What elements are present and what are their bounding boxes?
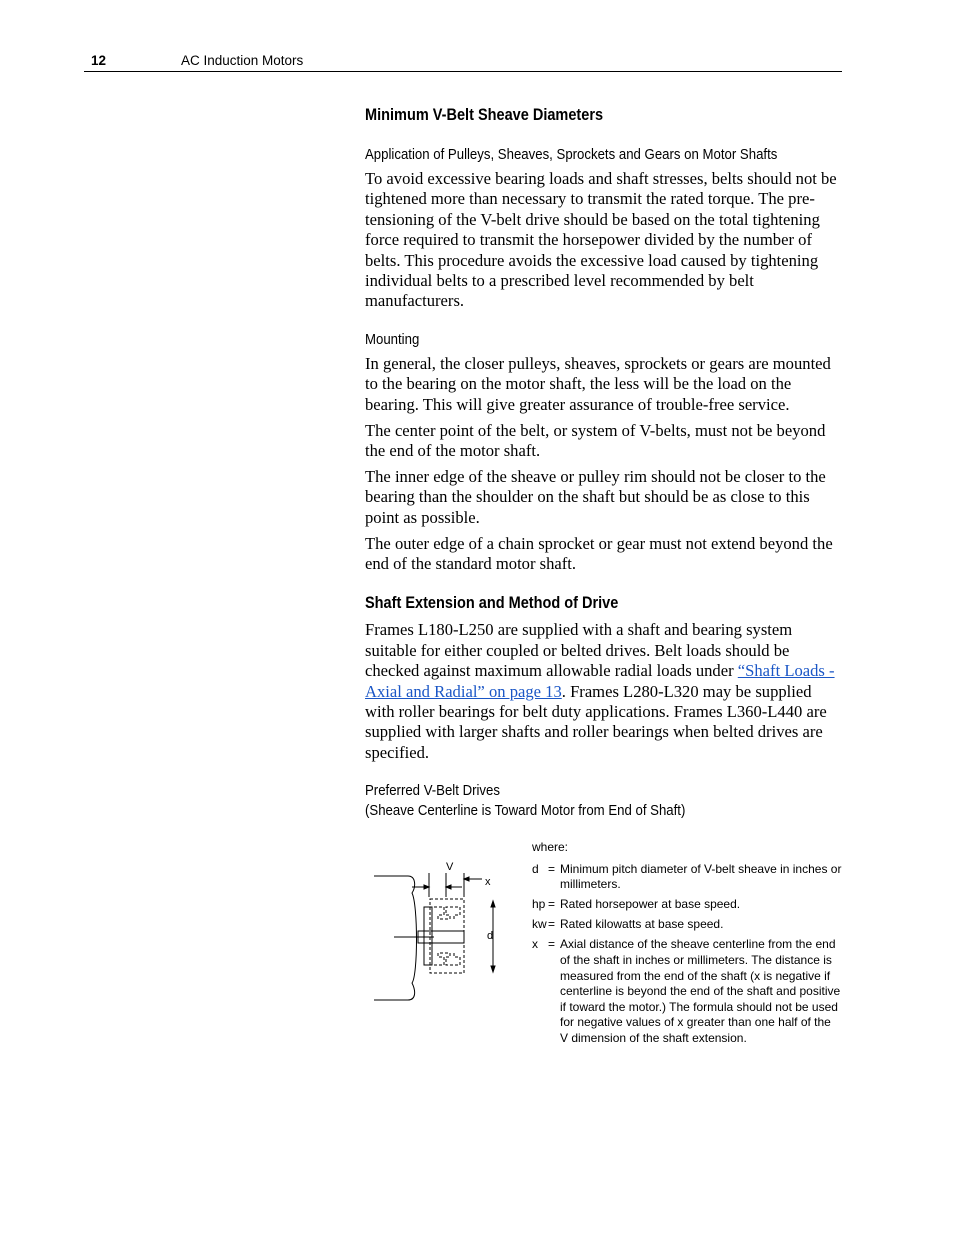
page-number: 12 (91, 53, 107, 68)
where-label: where: (532, 840, 569, 854)
subheading-preferred: Preferred V-Belt Drives (Sheave Centerline is Toward Motor from End of Shaft) (365, 782, 686, 820)
subheading-mounting: Mounting (365, 330, 420, 348)
shaft-loads-link[interactable]: “Shaft Loads - Axial and Radial” on page 13 (365, 661, 835, 701)
page-header (84, 52, 842, 72)
paragraph-shaft: Frames L180-L250 are supplied with a shaft and bearing system suitable for either coupled or belted drives. Belt loads should be checked against maximum allowable radial loads under “Shaft Loads - Axial and Radial” on page 13. Frames L280-L320 may be supplied with roller bearings for belt duty applications. Frames L360-L440 are supplied with larger shafts and roller bearings when belted drives are specified. (365, 620, 835, 762)
label-d: d (487, 930, 494, 942)
paragraph-mounting-1: In general, the closer pulleys, sheaves, sprockets or gears are mounted to the bearing on the motor shaft, the less will be the load on the bearing. This will give greater assurance of trouble-free service. (365, 353, 831, 414)
paragraph-mounting-3: The inner edge of the sheave or pulley rim should not be closer to the bearing than the shoulder on the shaft but should be as close to this point as possible. (365, 466, 826, 527)
definition-d: d = Minimum pitch diameter of V-belt sheave in inches or millimeters. (532, 861, 842, 892)
sheave-hub (424, 907, 432, 965)
paragraph-mounting-2: The center point of the belt, or system of V-belts, must not be beyond the end of the motor shaft. (365, 420, 826, 460)
sheave-pulley (430, 899, 464, 973)
definition-x: x = Axial distance of the sheave centerline from the end of the shaft in inches or millimeters. The distance is measured from the end of the shaft (x is negative if centerline is beyond the end of the shaft and positive if toward the motor.) The formula should not be used for negative values of x greater than one half of the V dimension of the shaft extension. (532, 937, 841, 1046)
label-v: V (446, 861, 454, 873)
definition-hp: hp = Rated horsepower at base speed. (532, 897, 741, 912)
subheading-application: Application of Pulleys, Sheaves, Sprockets and Gears on Motor Shafts (365, 146, 778, 163)
main-content (365, 106, 843, 821)
paragraph-mounting-4: The outer edge of a chain sprocket or gear must not extend beyond the end of the standard motor shaft. (365, 533, 833, 573)
running-title: AC Induction Motors (181, 53, 304, 68)
definition-kw: kw = Rated kilowatts at base speed. (532, 917, 724, 932)
heading-sheave: Minimum V-Belt Sheave Diameters (365, 106, 604, 124)
definitions-list (532, 840, 852, 1051)
sheave-diagram (372, 855, 522, 1005)
paragraph-pretension: To avoid excessive bearing loads and shaft stresses, belts should not be tightened more than necessary to transmit the rated torque. The pre-tensioning of the V-belt drive should be based on the total tightening force required to transmit the horsepower divided by the number of belts. This procedure avoids the excessive load caused by tightening individual belts to a prescribed level recommended by belt manufacturers. (365, 169, 837, 311)
label-x: x (485, 876, 491, 888)
motor-frame (374, 876, 417, 1000)
heading-shaft-extension: Shaft Extension and Method of Drive (365, 594, 619, 613)
